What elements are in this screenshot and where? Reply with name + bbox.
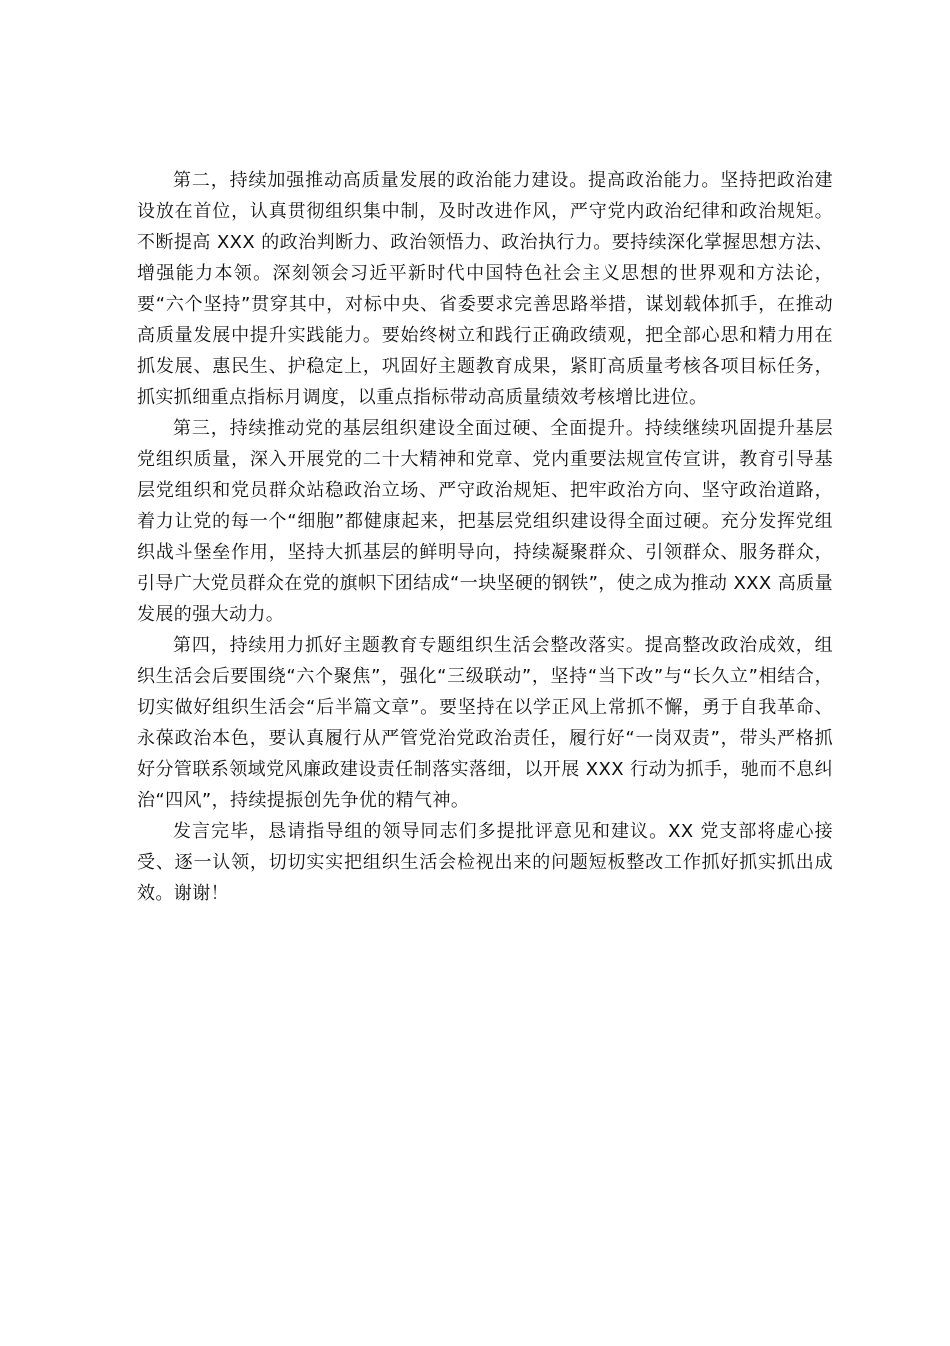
paragraph-closing: 发言完毕，恳请指导组的领导同志们多提批评意见和建议。XX 党支部将虚心接受、逐一认领，切切实实把组织生活会检视出来的问题短板整改工作抓好抓实抓出成效。谢谢！ <box>137 821 833 904</box>
paragraph-rectification: 第四，持续用力抓好主题教育专题组织生活会整改落实。提高整改政治成效，组织生活会后要围绕“六个聚焦”，强化“三级联动”，坚持“当下改”与“长久立”相结合，切实做好组织生活会“后半篇文章”。要坚持在以学正风上常抓不懈，勇于自我革命、永葆政治本色，要认真履行从严管党治党政治责任，履行好“一岗双责”，带头严格抓好分管联系领域党风廉政建设责任制落实落细，以开展 XXX 行动为抓手，驰而不息纠治“四风”，持续提振创先争优的精气神。 <box>137 635 833 811</box>
paragraph-political-capacity: 第二，持续加强推动高质量发展的政治能力建设。提高政治能力。坚持把政治建设放在首位，认真贯彻组织集中制，及时改进作风，严守党内政治纪律和政治规矩。不断提高 XXX 的政治判断力、政治领悟力、政治执行力。要持续深化掌握思想方法、增强能力本领。深刻领会习近平新时代中国特色社会主义思想的世界观和方法论，要“六个坚持”贯穿其中，对标中央、省委要求完善思路举措，谋划载体抓手，在推动高质量发展中提升实践能力。要始终树立和践行正确政绩观，把全部心思和精力用在抓发展、惠民生、护稳定上，巩固好主题教育成果，紧盯高质量考核各项目标任务，抓实抓细重点指标月调度，以重点指标带动高质量绩效考核增比进位。 <box>137 170 833 408</box>
document-body <box>137 165 833 909</box>
paragraph-grassroots-organization: 第三，持续推动党的基层组织建设全面过硬、全面提升。持续继续巩固提升基层党组织质量，深入开展党的二十大精神和党章、党内重要法规宣传宣讲，教育引导基层党组织和党员群众站稳政治立场、严守政治规矩、把牢政治方向、坚守政治道路，着力让党的每一个“细胞”都健康起来，把基层党组织建设得全面过硬。充分发挥党组织战斗堡垒作用，坚持大抓基层的鲜明导向，持续凝聚群众、引领群众、服务群众，引导广大党员群众在党的旗帜下团结成“一块坚硬的钢铁”，使之成为推动 XXX 高质量发展的强大动力。 <box>137 418 833 625</box>
